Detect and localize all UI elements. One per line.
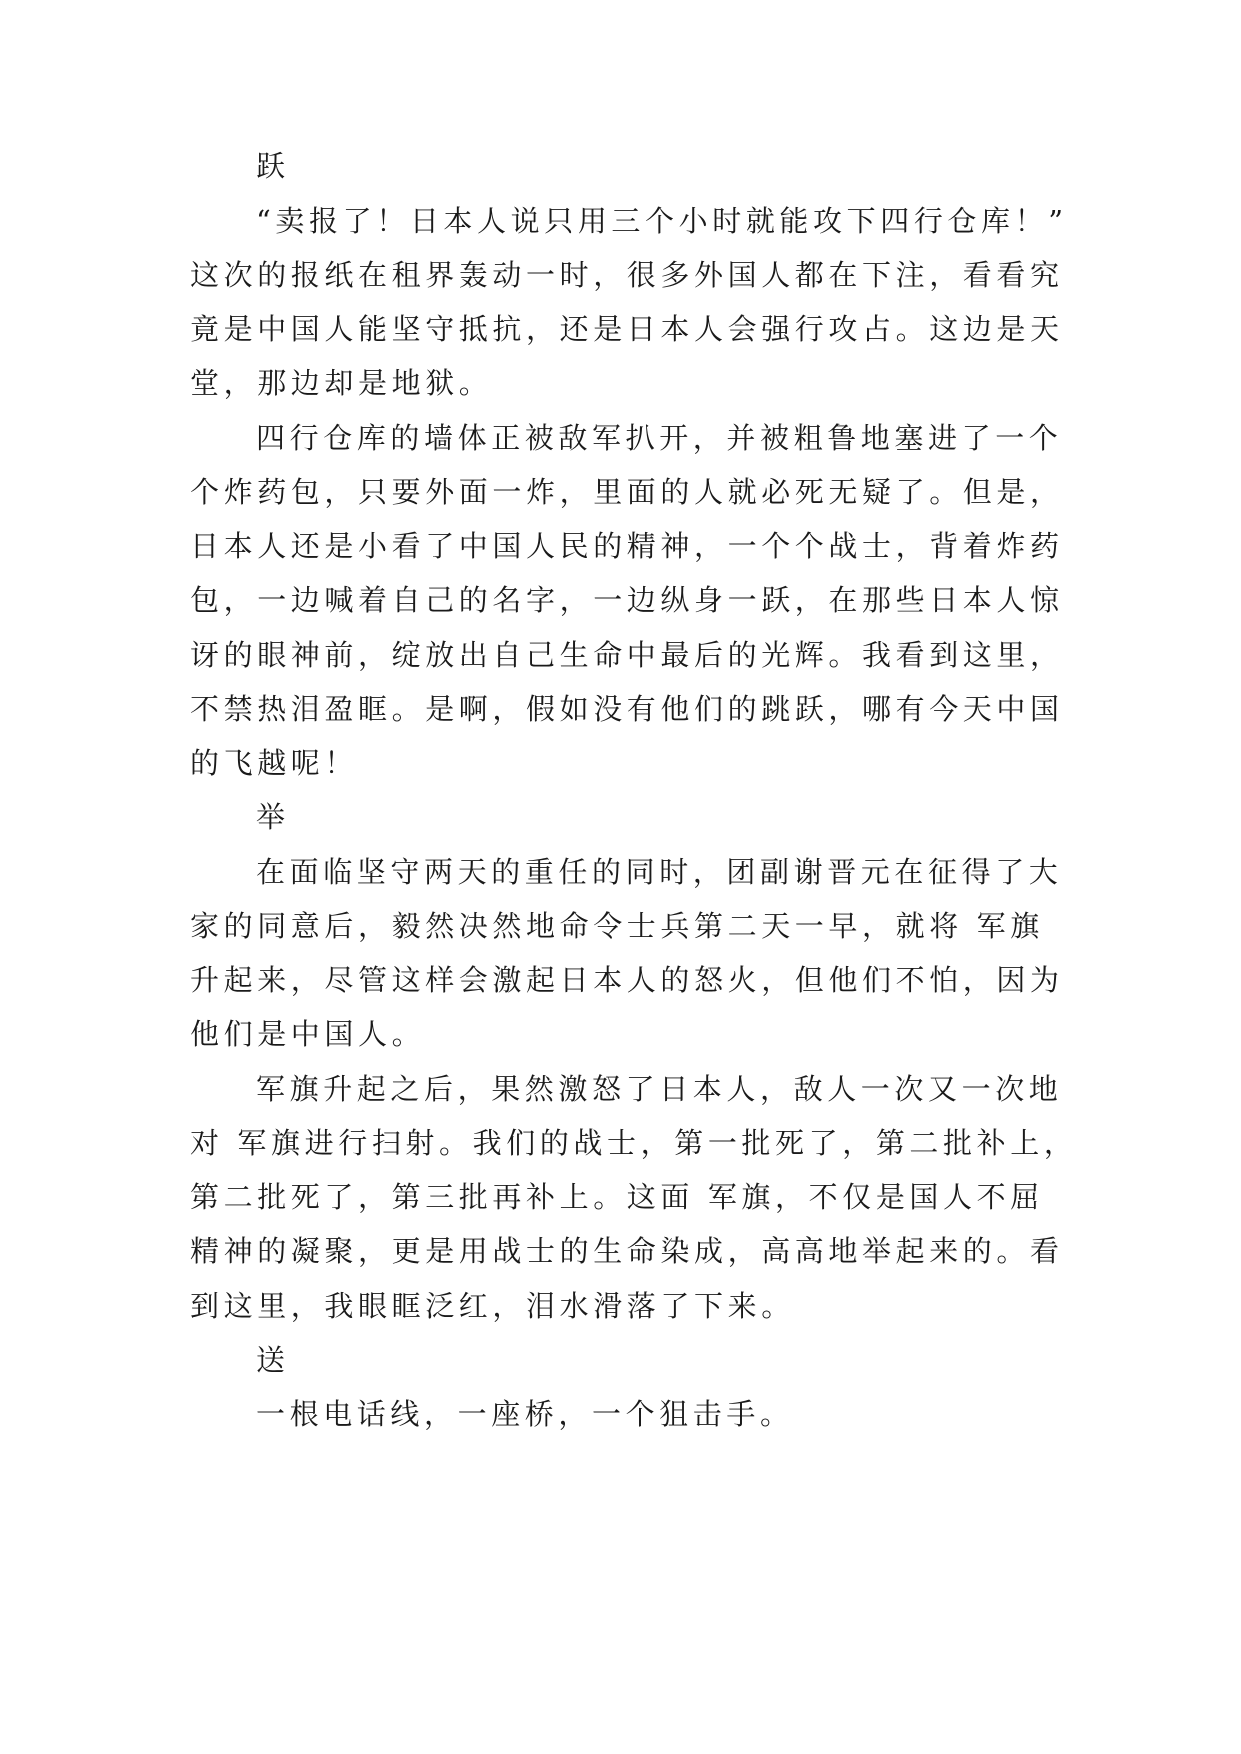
paragraph-line: 不禁热泪盈眶。是啊，假如没有他们的跳跃，哪有今天中国 <box>190 692 1064 726</box>
paragraph-line: 包，一边喊着自己的名字，一边纵身一跃，在那些日本人惊 <box>190 583 1064 617</box>
paragraph-line: 竟是中国人能坚守抵抗，还是日本人会强行攻占。这边是天 <box>190 312 1064 346</box>
paragraph-line: 家的同意后，毅然决然地命令士兵第二天一早，就将 军旗 <box>190 909 1044 943</box>
paragraph-line: 四行仓库的墙体正被敌军扒开，并被粗鲁地塞进了一个 <box>256 421 1063 455</box>
paragraph-line: “卖报了！日本人说只用三个小时就能攻下四行仓库！” <box>256 204 1068 238</box>
paragraph-line: 一根电话线，一座桥，一个狙击手。 <box>256 1397 794 1431</box>
paragraph-line: 个炸药包，只要外面一炸，里面的人就必死无疑了。但是， <box>190 475 1064 509</box>
paragraph-line: 他们是中国人。 <box>190 1017 426 1051</box>
paragraph-line: 这次的报纸在租界轰动一时，很多外国人都在下注，看看究 <box>190 258 1064 292</box>
paragraph-line: 堂，那边却是地狱。 <box>190 366 493 400</box>
paragraph-line: 精神的凝聚，更是用战士的生命染成，高高地举起来的。看 <box>190 1234 1064 1268</box>
paragraph-line: 军旗升起之后，果然激怒了日本人，敌人一次又一次地 <box>256 1072 1063 1106</box>
paragraph-line: 的飞越呢！ <box>190 746 359 780</box>
paragraph-line: 讶的眼神前，绽放出自己生命中最后的光辉。我看到这里， <box>190 638 1064 672</box>
paragraph-line: 第二批死了，第三批再补上。这面 军旗，不仅是国人不屈 <box>190 1180 1044 1214</box>
paragraph-line: 在面临坚守两天的重任的同时，团副谢晋元在征得了大 <box>256 855 1063 889</box>
paragraph-line: 对 军旗进行扫射。我们的战士，第一批死了，第二批补上， <box>190 1126 1078 1160</box>
paragraph-line: 升起来，尽管这样会激起日本人的怒火，但他们不怕，因为 <box>190 963 1064 997</box>
paragraph-line: 日本人还是小看了中国人民的精神，一个个战士，背着炸药 <box>190 529 1064 563</box>
section-heading: 跃 <box>256 149 290 183</box>
paragraph-line: 到这里，我眼眶泛红，泪水滑落了下来。 <box>190 1289 795 1323</box>
section-heading: 举 <box>256 800 290 834</box>
section-heading: 送 <box>256 1343 290 1377</box>
